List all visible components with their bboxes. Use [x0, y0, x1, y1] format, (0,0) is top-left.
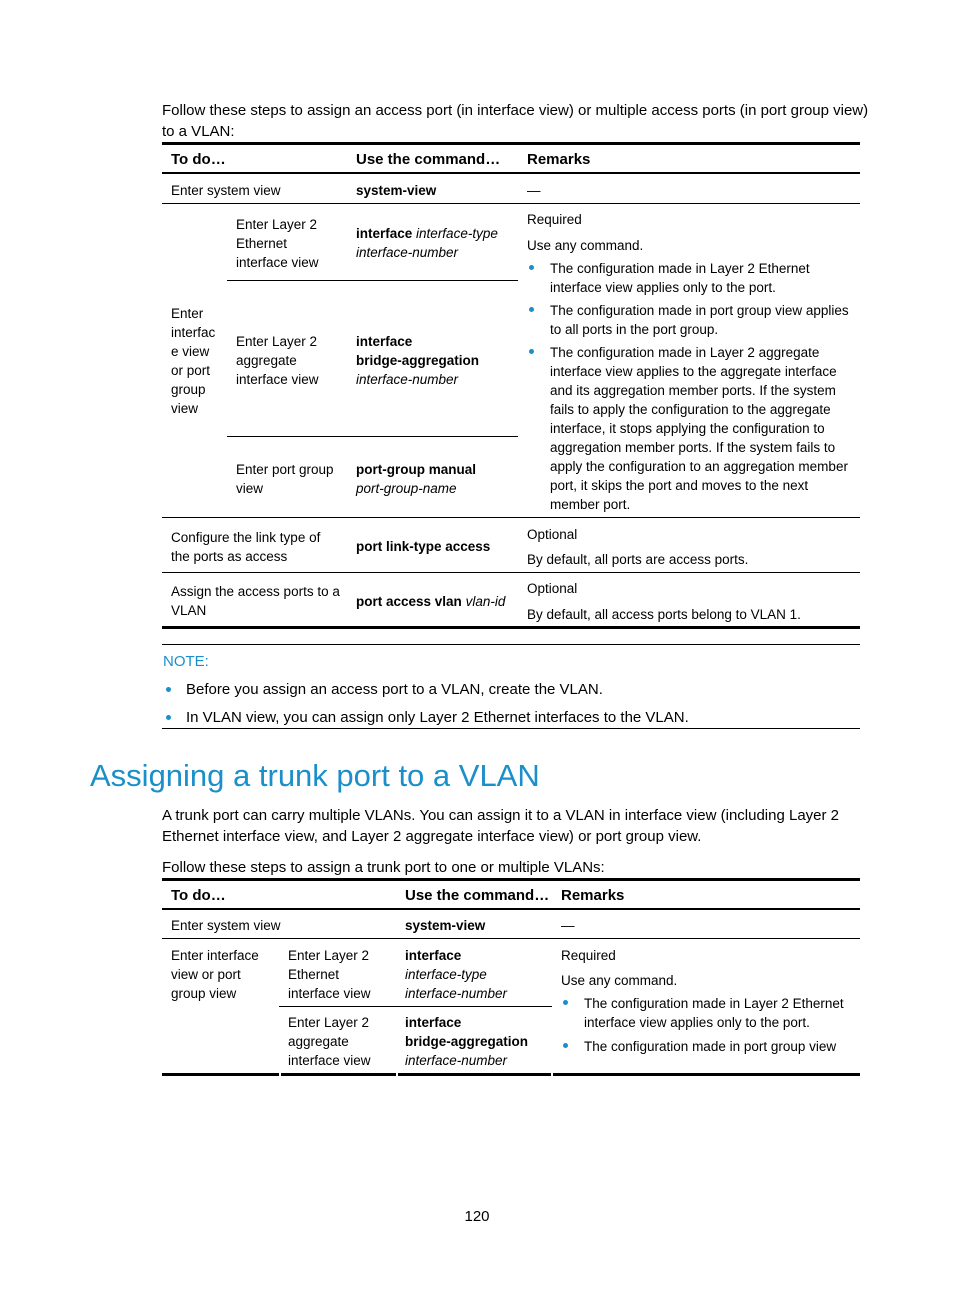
sub-portgroup-todo: Enter port group view	[236, 462, 334, 496]
cmd-arg: interface-number	[405, 986, 508, 1001]
intro-paragraph: Follow these steps to assign an access port (in interface view) or multiple access ports (in port group view) to a VLAN:	[162, 102, 869, 140]
header-remarks: Remarks	[527, 151, 591, 168]
row-system-view-todo: Enter system view	[171, 183, 281, 198]
cmd-keyword: interface	[405, 1015, 462, 1030]
table-bottom-rule	[162, 1073, 279, 1076]
row-link-type-r1: Optional	[527, 527, 578, 542]
note-top-rule	[162, 644, 860, 645]
cmd-keyword: interface	[405, 948, 462, 963]
row-access-vlan-todo: Assign the access ports to a VLAN	[171, 584, 340, 618]
cmd-keyword: interface	[356, 226, 413, 241]
header-rule	[162, 908, 860, 910]
cmd-arg: interface-number	[405, 1053, 508, 1068]
remark-bullet: The configuration made in port group view	[584, 1039, 837, 1054]
intro-paragraph-2: Follow these steps to assign a trunk port to one or multiple VLANs:	[162, 859, 605, 876]
table-bottom-rule	[281, 1073, 396, 1076]
row-rule	[162, 203, 860, 204]
header-command: Use the command…	[356, 151, 501, 168]
cmd-keyword: port access vlan	[356, 594, 462, 609]
note-bottom-rule	[162, 728, 860, 729]
sub-aggregate-cmd	[405, 1013, 545, 1070]
table-bottom-rule	[398, 1073, 551, 1076]
table-bottom-rule	[162, 626, 860, 629]
cmd-arg: interface-type	[405, 967, 487, 982]
row-rule	[162, 517, 860, 518]
row-access-vlan-cmd	[356, 592, 505, 611]
remark-use-any: Use any command.	[527, 238, 644, 253]
bullet-icon	[529, 349, 534, 354]
row-link-type-r2: By default, all ports are access ports.	[527, 552, 749, 567]
sub-ethernet-cmd	[405, 946, 545, 1003]
bullet-icon	[563, 1043, 568, 1048]
sub-rule	[227, 436, 518, 437]
group-label: Enter interfac e view or port group view	[171, 306, 216, 416]
remark-use-any: Use any command.	[561, 973, 678, 988]
row-rule	[162, 938, 860, 939]
bullet-icon	[563, 1000, 568, 1005]
table-top-rule	[162, 142, 860, 145]
row-system-view-remarks: —	[527, 183, 541, 198]
sub-portgroup-cmd	[356, 460, 516, 498]
sub-ethernet-cmd	[356, 224, 516, 262]
cmd-arg: interface-type	[416, 226, 498, 241]
bullet-icon	[529, 307, 534, 312]
table-top-rule	[162, 878, 860, 881]
remark-required: Required	[561, 948, 616, 963]
row-system-view-cmd: system-view	[356, 183, 437, 198]
note-label: NOTE:	[163, 653, 209, 670]
sub-ethernet-todo: Enter Layer 2 Ethernet interface view	[288, 948, 371, 1001]
cmd-arg: vlan-id	[465, 594, 506, 609]
cmd-keyword: interface	[356, 334, 413, 349]
remark-required: Required	[527, 212, 582, 227]
note-item: In VLAN view, you can assign only Layer 2 Ethernet interfaces to the VLAN.	[186, 709, 689, 726]
bullet-icon	[529, 265, 534, 270]
header-todo: To do…	[171, 151, 226, 168]
row-link-type-cmd: port link-type access	[356, 539, 491, 554]
bullet-icon	[166, 715, 171, 720]
sub-aggregate-todo: Enter Layer 2 aggregate interface view	[288, 1015, 371, 1068]
header-command: Use the command…	[405, 887, 550, 904]
bullet-icon	[166, 687, 171, 692]
note-item: Before you assign an access port to a VLAN, create the VLAN.	[186, 681, 603, 698]
sub-aggregate-cmd	[356, 332, 516, 389]
remark-bullet: The configuration made in port group view applies to all ports in the port group.	[550, 303, 849, 337]
row-system-view-todo: Enter system view	[171, 918, 281, 933]
header-rule	[162, 172, 860, 174]
row-access-vlan-r1: Optional	[527, 581, 578, 596]
sub-aggregate-todo: Enter Layer 2 aggregate interface view	[236, 334, 319, 387]
table-bottom-rule	[553, 1073, 860, 1076]
row-rule	[162, 572, 860, 573]
remark-bullet: The configuration made in Layer 2 Ethernet interface view applies only to the port.	[550, 261, 810, 295]
header-remarks: Remarks	[561, 887, 625, 904]
sub-ethernet-todo: Enter Layer 2 Ethernet interface view	[236, 217, 319, 270]
cmd-arg: port-group-name	[356, 481, 457, 496]
row-access-vlan-r2: By default, all access ports belong to VLAN 1.	[527, 607, 801, 622]
remark-bullet: The configuration made in Layer 2 aggregate interface view applies to the aggregate interface and its aggregation member ports. If the system fails to apply the configuration to the aggregate interface, it stops applying the configuration to aggregation member ports. If the system fails to apply the configuration to an aggregation member port, it skips the port and moves to the next member port.	[550, 345, 848, 512]
cmd-keyword: port-group manual	[356, 462, 476, 477]
row-system-view-remarks: —	[561, 918, 575, 933]
section-paragraph: A trunk port can carry multiple VLANs. You can assign it to a VLAN in interface view (including Layer 2 Ethernet interface view, and Layer 2 aggregate interface view) or port group view.	[162, 807, 840, 845]
page-number: 120	[464, 1208, 490, 1225]
cmd-arg: interface-number	[356, 372, 459, 387]
sub-rule	[227, 280, 518, 281]
cmd-keyword: bridge-aggregation	[356, 353, 480, 368]
header-todo: To do…	[171, 887, 226, 904]
group-label: Enter interface view or port group view	[171, 948, 259, 1001]
cmd-arg: interface-number	[356, 245, 459, 260]
sub-rule	[279, 1006, 552, 1007]
row-link-type-todo: Configure the link type of the ports as access	[171, 530, 321, 564]
cmd-keyword: bridge-aggregation	[405, 1034, 529, 1049]
row-system-view-cmd: system-view	[405, 918, 486, 933]
section-title: Assigning a trunk port to a VLAN	[90, 758, 540, 793]
remark-bullet: The configuration made in Layer 2 Ethernet interface view applies only to the port.	[584, 996, 844, 1030]
